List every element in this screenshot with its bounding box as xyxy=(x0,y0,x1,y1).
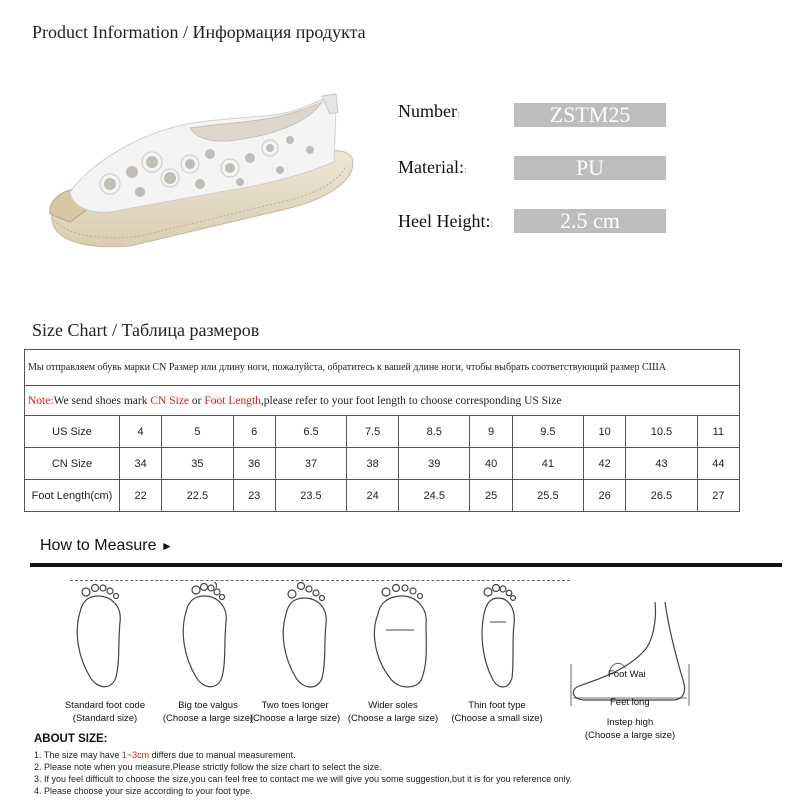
about-line-2: 2. Please note when you measure.Please strictly follow the size chart to select the size. xyxy=(34,762,382,772)
caption-instep-high: Instep high (Choose a large size) xyxy=(584,717,676,741)
size-chart-title: Size Chart / Таблица размеров xyxy=(32,320,260,340)
about-size-title: ABOUT SIZE: xyxy=(34,733,108,745)
caption-wider-soles: Wider soles (Choose a large size) xyxy=(347,700,439,724)
big-toe-valgus-icon xyxy=(183,582,226,687)
foot-outlines xyxy=(60,582,590,692)
about-line-3: 3. If you feel difficult to choose the size,you can feel free to contact me we will give you some suggestion,but it is for you reference only. xyxy=(34,774,572,784)
table-cell: 23 xyxy=(233,480,275,512)
table-cell: 39 xyxy=(399,448,470,480)
about-line-1: 1. The size may have 1~3cm differs due to manual measurement. xyxy=(34,750,296,760)
section-divider xyxy=(30,563,782,567)
table-cell: 6 xyxy=(233,416,275,448)
table-cell: 36 xyxy=(233,448,275,480)
table-cell: 26 xyxy=(584,480,626,512)
table-cell: 40 xyxy=(470,448,512,480)
table-cell: 22 xyxy=(120,480,162,512)
table-cell: 25.5 xyxy=(512,480,583,512)
table-cell: 42 xyxy=(584,448,626,480)
toe-line xyxy=(70,580,570,581)
table-cell: 7.5 xyxy=(347,416,399,448)
table-cell: 43 xyxy=(626,448,697,480)
table-cell: 9 xyxy=(470,416,512,448)
table-cell: 35 xyxy=(162,448,233,480)
caption-standard: Standard foot code (Standard size) xyxy=(64,700,146,724)
page-title: Product Information / Информация продукта xyxy=(32,22,366,42)
table-row-foot-length xyxy=(25,480,740,512)
table-cell: 23.5 xyxy=(275,480,346,512)
spec-material-value: PU xyxy=(514,156,666,180)
table-cell: 22.5 xyxy=(162,480,233,512)
table-cell: 10 xyxy=(584,416,626,448)
spec-heel-height-value: 2.5 cm xyxy=(514,209,666,233)
table-cell: 38 xyxy=(347,448,399,480)
spec-number-label: Number: xyxy=(398,101,461,121)
table-cell: 5 xyxy=(162,416,233,448)
table-cell: 37 xyxy=(275,448,346,480)
caption-big-toe: Big toe valgus (Choose a large size) xyxy=(162,700,254,724)
product-image xyxy=(40,88,360,278)
table-cell: 41 xyxy=(512,448,583,480)
table-cell: 25 xyxy=(470,480,512,512)
table-cell: 10.5 xyxy=(626,416,697,448)
table-cell: 11 xyxy=(697,416,739,448)
table-cell: 8.5 xyxy=(399,416,470,448)
row-label: CN Size xyxy=(25,448,120,480)
standard-foot-icon xyxy=(77,585,120,687)
row-label: Foot Length(cm) xyxy=(25,480,120,512)
size-note-ru: Мы отправляем обувь марки CN Размер или длину ноги, пожалуйста, обратитесь к вашей длине ноги, чтобы выбрать соответствующий размер США xyxy=(25,350,740,386)
two-toes-longer-icon xyxy=(283,583,326,688)
size-table xyxy=(24,349,740,512)
table-cell: 6.5 xyxy=(275,416,346,448)
wider-soles-icon xyxy=(374,585,426,688)
row-label: US Size xyxy=(25,416,120,448)
table-cell: 24.5 xyxy=(399,480,470,512)
side-foot-diagram xyxy=(565,600,695,710)
caption-two-toes: Two toes longer (Choose a large size) xyxy=(249,700,341,724)
feet-long-label: Feet long xyxy=(610,697,650,708)
table-cell: 34 xyxy=(120,448,162,480)
table-cell: 4 xyxy=(120,416,162,448)
foot-wai-label: Foot Wai xyxy=(608,669,646,680)
table-row-cn-size xyxy=(25,448,740,480)
spec-heel-height-label: Heel Height:: xyxy=(398,211,494,231)
table-cell: 9.5 xyxy=(512,416,583,448)
how-to-measure-title: How to Measure ► xyxy=(40,537,173,554)
table-row-us-size xyxy=(25,416,740,448)
table-cell: 26.5 xyxy=(626,480,697,512)
table-cell: 27 xyxy=(697,480,739,512)
caption-thin-foot: Thin foot type (Choose a small size) xyxy=(451,700,543,724)
about-line-4: 4. Please choose your size according to your foot type. xyxy=(34,786,253,796)
size-note-en: Note:We send shoes mark CN Size or Foot Length,please refer to your foot length to choose corresponding US Size xyxy=(25,386,740,416)
arrow-right-icon: ► xyxy=(160,539,173,553)
table-cell: 24 xyxy=(347,480,399,512)
thin-foot-icon xyxy=(482,585,515,688)
spec-number-value: ZSTM25 xyxy=(514,103,666,127)
spec-material-label: Material:: xyxy=(398,157,468,177)
table-cell: 44 xyxy=(697,448,739,480)
